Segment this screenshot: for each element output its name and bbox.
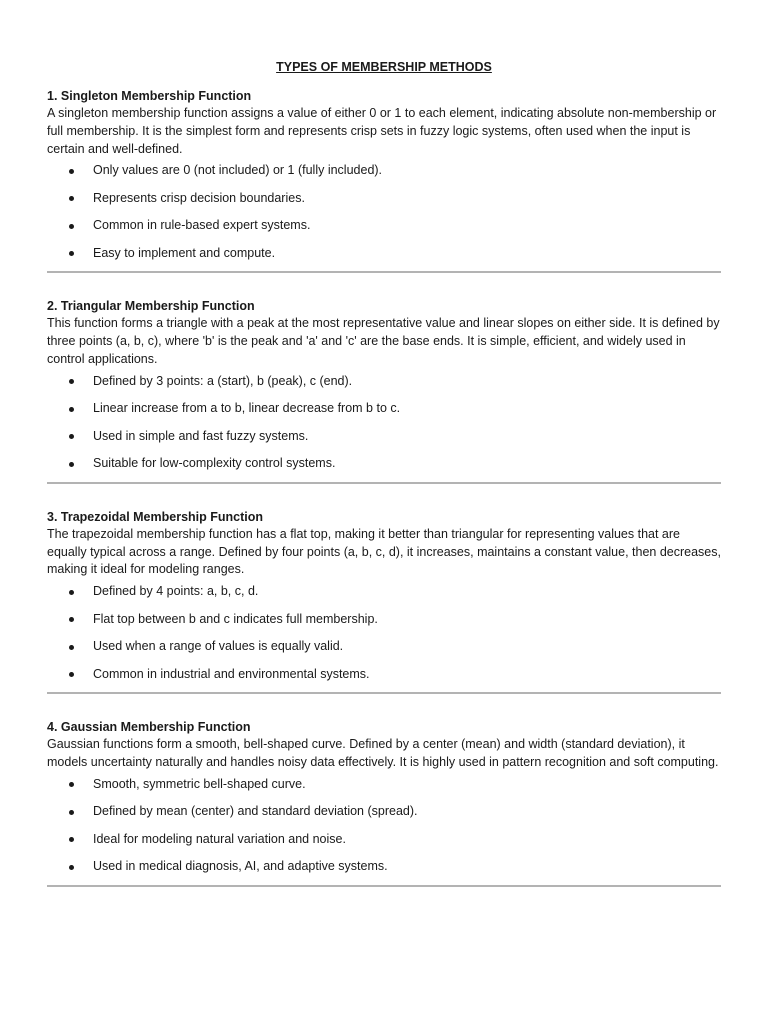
section-heading: 4. Gaussian Membership Function — [47, 720, 251, 735]
document-title: TYPES OF MEMBERSHIP METHODS — [276, 60, 492, 74]
bullet-item — [47, 373, 721, 390]
bullet-item — [47, 245, 721, 262]
bullet-icon — [69, 224, 74, 229]
section-paragraph: Gaussian functions form a smooth, bell-shaped curve. Defined by a center (mean) and width (standard deviation), it models uncertainty naturally and handles noisy data effectively. It is highly used in pattern recognition and soft computing. — [47, 737, 719, 769]
bullet-icon — [69, 672, 74, 677]
section-divider — [47, 271, 721, 273]
section-divider — [47, 692, 721, 694]
bullet-item — [47, 803, 721, 820]
section-gaussian — [47, 718, 721, 875]
bullet-text: Smooth, symmetric bell-shaped curve. — [93, 776, 306, 791]
bullet-icon — [69, 645, 74, 650]
bullet-text: Used when a range of values is equally valid. — [93, 639, 344, 654]
bullet-icon — [69, 837, 74, 842]
bullet-icon — [69, 810, 74, 815]
bullet-item — [47, 831, 721, 848]
bullet-item — [47, 858, 721, 875]
bullet-list — [47, 162, 721, 262]
bullet-item — [47, 776, 721, 793]
bullet-text: Only values are 0 (not included) or 1 (fully included). — [93, 163, 383, 178]
bullet-icon — [69, 379, 74, 384]
bullet-icon — [69, 196, 74, 201]
bullet-item — [47, 428, 721, 445]
bullet-icon — [69, 617, 74, 622]
bullet-text: Linear increase from a to b, linear decrease from b to c. — [93, 401, 401, 416]
bullet-icon — [69, 251, 74, 256]
bullet-icon — [69, 407, 74, 412]
section-singleton — [47, 87, 721, 262]
bullet-icon — [69, 782, 74, 787]
bullet-icon — [69, 434, 74, 439]
bullet-list — [47, 583, 721, 683]
bullet-text: Ideal for modeling natural variation and noise. — [93, 831, 346, 846]
bullet-text: Represents crisp decision boundaries. — [93, 190, 305, 205]
section-paragraph: A singleton membership function assigns a value of either 0 or 1 to each element, indicating absolute non-membership or full membership. It is the simplest form and represents crisp sets in fuzzy logic systems, often used when the input is certain and well-defined. — [47, 106, 717, 156]
bullet-item — [47, 455, 721, 472]
bullet-item — [47, 666, 721, 683]
section-heading: 3. Trapezoidal Membership Function — [47, 509, 264, 524]
bullet-list — [47, 373, 721, 473]
section-paragraph: The trapezoidal membership function has a flat top, making it better than triangular for representing values that are equally typical across a range. Defined by four points (a, b, c, d), it increases, maintains a constant value, then decreases, making it ideal for modeling ranges. — [47, 526, 721, 577]
bullet-icon — [69, 865, 74, 870]
bullet-text: Easy to implement and compute. — [93, 245, 276, 260]
bullet-list — [47, 776, 721, 876]
bullet-text: Flat top between b and c indicates full membership. — [93, 611, 378, 626]
bullet-icon — [69, 169, 74, 174]
bullet-item — [47, 638, 721, 655]
bullet-item — [47, 217, 721, 234]
section-divider — [47, 885, 721, 887]
section-heading: 2. Triangular Membership Function — [47, 299, 255, 314]
bullet-item — [47, 583, 721, 600]
bullet-icon — [69, 590, 74, 595]
bullet-text: Used in simple and fast fuzzy systems. — [93, 428, 309, 443]
section-trapezoidal — [47, 508, 721, 683]
bullet-text: Suitable for low-complexity control systems. — [93, 456, 336, 471]
bullet-item — [47, 400, 721, 417]
section-paragraph: This function forms a triangle with a peak at the most representative value and linear slopes on either side. It is defined by three points (a, b, c), where 'b' is the peak and 'a' and 'c' are the base ends. It is simple, efficient, and widely used in control applications. — [47, 316, 720, 366]
bullet-item — [47, 162, 721, 179]
bullet-text: Common in industrial and environmental systems. — [93, 666, 370, 681]
section-triangular — [47, 297, 721, 472]
bullet-text: Defined by 4 points: a, b, c, d. — [93, 584, 259, 599]
bullet-icon — [69, 462, 74, 467]
bullet-text: Defined by mean (center) and standard deviation (spread). — [93, 804, 418, 819]
section-divider — [47, 482, 721, 484]
section-heading: 1. Singleton Membership Function — [47, 89, 252, 103]
bullet-text: Common in rule-based expert systems. — [93, 218, 311, 233]
bullet-item — [47, 190, 721, 207]
bullet-text: Defined by 3 points: a (start), b (peak), c (end). — [93, 373, 353, 388]
bullet-item — [47, 611, 721, 628]
bullet-text: Used in medical diagnosis, AI, and adaptive systems. — [93, 859, 388, 874]
